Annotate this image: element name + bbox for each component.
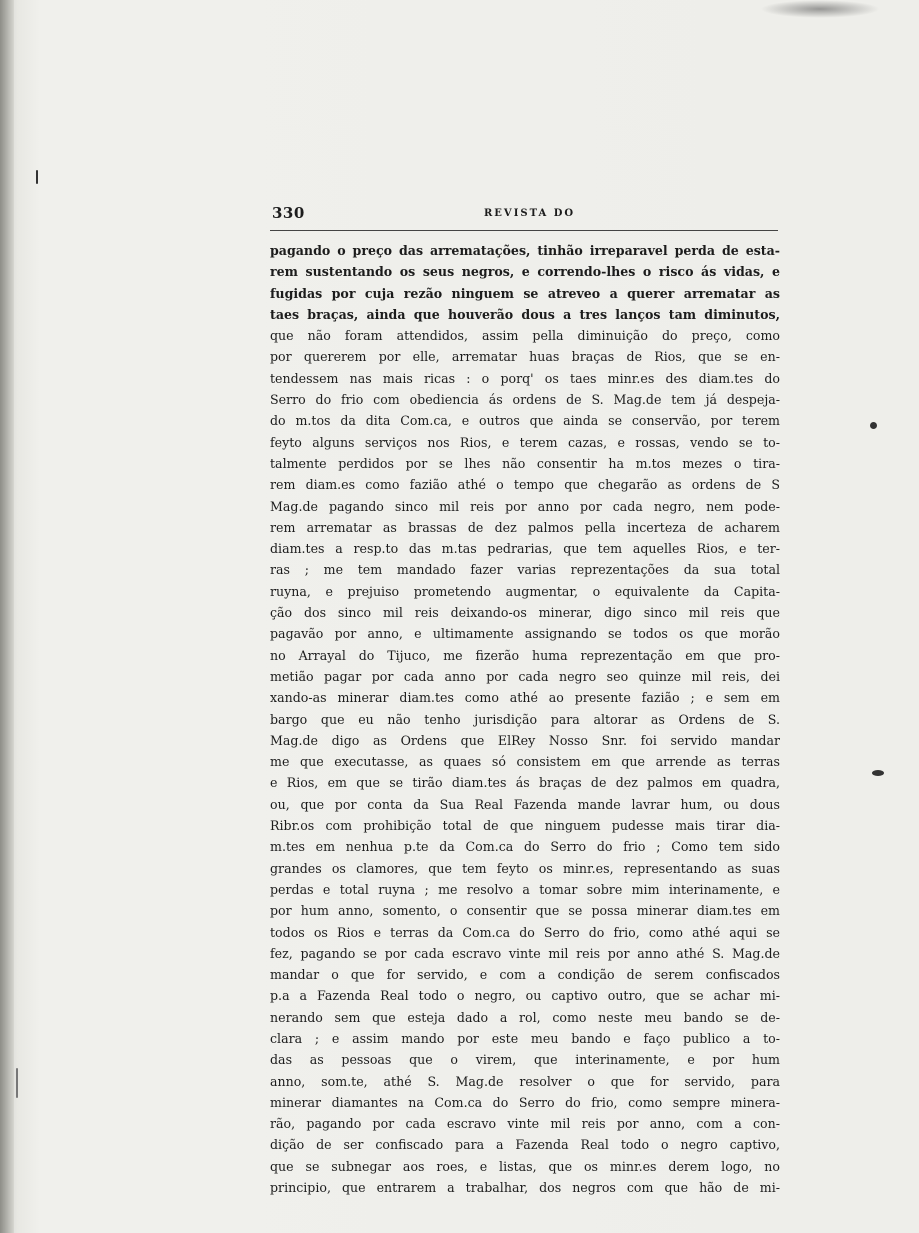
text-line: Ribr.os com prohibição total de que ninguem pudesse mais tirar dia- [270,818,780,834]
text-line: mandar o que for servido, e com a condição de serem confiscados [270,967,780,983]
ink-speck [16,1068,18,1098]
text-line: nerando sem que esteja dado a rol, como neste meu bando se de- [270,1009,780,1025]
running-title: REVISTA DO [484,208,576,219]
text-line: ruyna, e prejuiso prometendo augmentar, o equivalente da Capita- [270,583,780,599]
text-line: dição de ser confiscado para a Fazenda Real todo o negro captivo, [270,1137,780,1153]
ink-speck [36,170,38,184]
text-line: ras ; me tem mandado fazer varias reprezentações da sua total [270,562,780,578]
text-line: Mag.de digo as Ordens que ElRey Nosso Snr. foi servido mandar [270,732,780,748]
text-line: Serro do frio com obediencia ás ordens de S. Mag.de tem já despeja- [270,392,780,408]
text-line: clara ; e assim mando por este meu bando e faço publico a to- [270,1030,780,1046]
text-line: fez, pagando se por cada escravo vinte mil reis por anno athé S. Mag.de [270,945,780,961]
scan-smudge [760,0,880,18]
text-line: grandes os clamores, que tem feyto os minr.es, representando as suas [270,860,780,876]
text-line: diam.tes a resp.to das m.tas pedrarias, que tem aquelles Rios, e ter- [270,541,780,557]
text-line: do m.tos da dita Com.ca, e outros que ainda se conservão, por terem [270,413,780,429]
text-line: bargo que eu não tenho jurisdição para altorar as Ordens de S. [270,711,780,727]
ink-speck [872,770,884,776]
text-line: rem diam.es como fazião athé o tempo que chegarão as ordens de S [270,477,780,493]
text-line: talmente perdidos por se lhes não consentir ha m.tos mezes o tira- [270,455,780,471]
text-line: p.a a Fazenda Real todo o negro, ou captivo outro, que se achar mi- [270,988,780,1004]
text-line: xando-as minerar diam.tes como athé ao presente fazião ; e sem em [270,690,780,706]
text-line: e Rios, em que se tirão diam.tes ás braças de dez palmos em quadra, [270,775,780,791]
text-line: rem sustentando os seus negros, e correndo-lhes o risco ás vidas, e [270,264,780,280]
text-line: perdas e total ruyna ; me resolvo a tomar sobre mim interinamente, e [270,881,780,897]
text-line: no Arrayal do Tijuco, me fizerão huma reprezentação em que pro- [270,647,780,663]
text-line: rão, pagando por cada escravo vinte mil reis por anno, com a con- [270,1116,780,1132]
text-line: ção dos sinco mil reis deixando-os minerar, digo sinco mil reis que [270,605,780,621]
page-number: 330 [272,204,305,222]
text-line: rem arrematar as brassas de dez palmos pella incerteza de acharem [270,519,780,535]
text-line: fugidas por cuja rezão ninguem se atreveo a querer arrematar as [270,285,780,301]
text-line: pagando o preço das arrematações, tinhão irreparavel perda de esta- [270,243,780,258]
text-line: me que executasse, as quaes só consistem em que arrende as terras [270,754,780,770]
text-line: m.tes em nenhua p.te da Com.ca do Serro do frio ; Como tem sido [270,839,780,855]
text-line: ou, que por conta da Sua Real Fazenda mande lavrar hum, ou dous [270,796,780,812]
text-line: por quererem por elle, arrematar huas braças de Rios, que se en- [270,349,780,365]
text-line: todos os Rios e terras da Com.ca do Serro do frio, como athé aqui se [270,924,780,940]
page-header [272,204,772,228]
text-line: tendessem nas mais ricas : o porq' os taes minr.es des diam.tes do [270,370,780,386]
book-binding-shadow [0,0,14,1233]
text-line: pagavão por anno, e ultimamente assignando se todos os que morão [270,626,780,642]
text-line: anno, som.te, athé S. Mag.de resolver o que for servido, para [270,1073,780,1089]
text-line: taes braças, ainda que houverão dous a tres lanços tam diminutos, [270,306,780,322]
text-line: das as pessoas que o virem, que interinamente, e por hum [270,1052,780,1068]
text-line: minerar diamantes na Com.ca do Serro do frio, como sempre minera- [270,1094,780,1110]
header-rule [270,230,778,231]
text-line: feyto alguns serviços nos Rios, e terem cazas, e rossas, vendo se to- [270,434,780,450]
text-line: principio, que entrarem a trabalhar, dos negros com que hão de mi- [270,1180,780,1196]
text-line: que se subnegar aos roes, e listas, que os minr.es derem logo, no [270,1158,780,1174]
body-text [270,240,780,1198]
text-line: por hum anno, somento, o consentir que se possa minerar diam.tes em [270,903,780,919]
text-line: Mag.de pagando sinco mil reis por anno por cada negro, nem pode- [270,498,780,514]
ink-speck [870,422,877,429]
text-line: metião pagar por cada anno por cada negro seo quinze mil reis, dei [270,668,780,684]
text-line: que não foram attendidos, assim pella diminuição do preço, como [270,328,780,344]
